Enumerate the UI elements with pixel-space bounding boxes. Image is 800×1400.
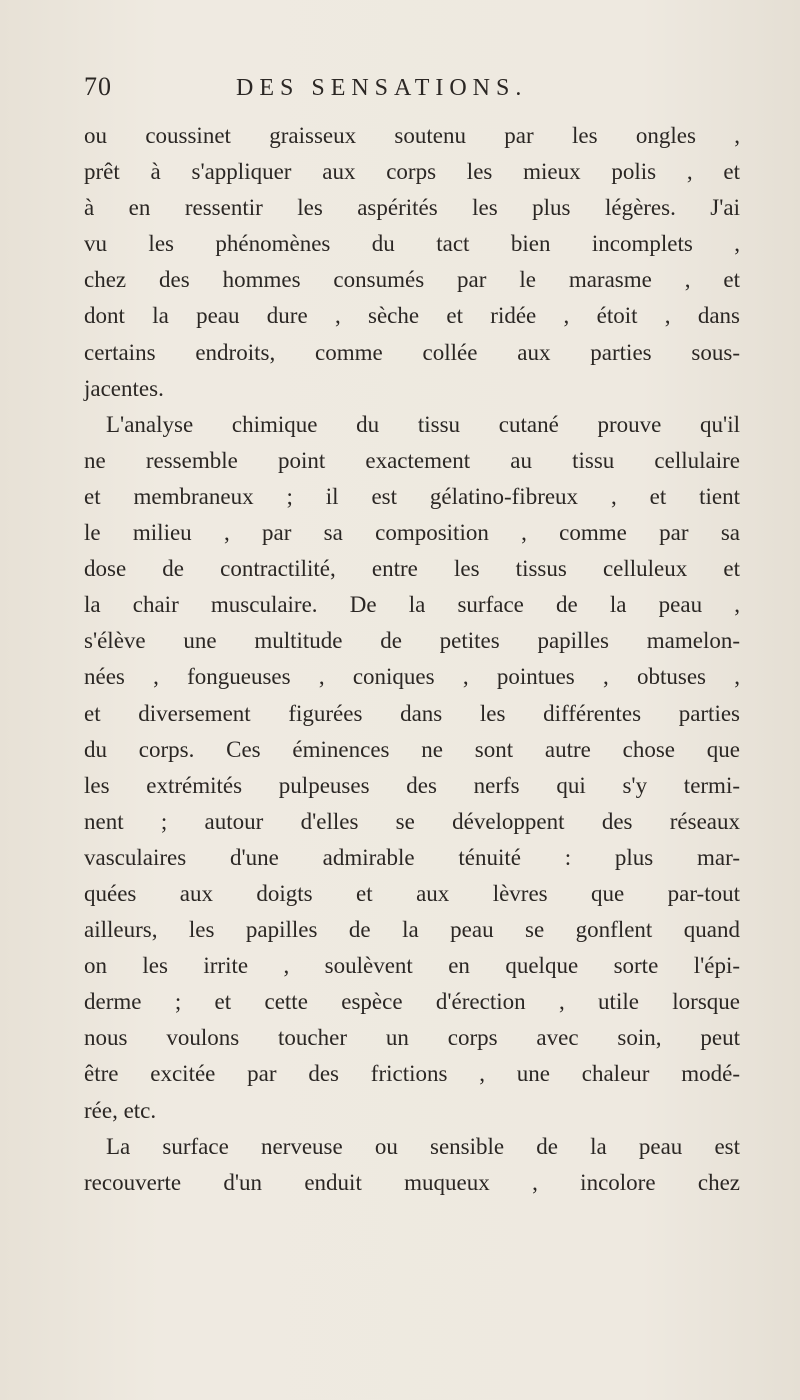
text-line: derme ; et cette espèce d'érection , utile lorsque [84,989,740,1015]
running-title: DES SENSATIONS. [236,75,528,101]
text-line: la chair musculaire. De la surface de la peau , [84,592,740,618]
text-line: le milieu , par sa composition , comme par sa [84,520,740,546]
text-line: prêt à s'appliquer aux corps les mieux polis , et [84,159,740,185]
text-line: et membraneux ; il est gélatino-fibreux , et tient [84,483,740,509]
text-line: s'élève une multitude de petites papilles mamelon- [84,628,740,654]
text-line: jacentes. [84,375,164,401]
text-line: dose de contractilité, entre les tissus celluleux et [84,556,740,582]
text-line: quées aux doigts et aux lèvres que par-tout [84,880,740,906]
text-line: nent ; autour d'elles se développent des réseaux [84,808,740,834]
text-line: être excitée par des frictions , une chaleur modé- [84,1061,740,1087]
text-line: L'analyse chimique du tissu cutané prouve qu'il [106,411,740,437]
text-line: La surface nerveuse ou sensible de la peau est [106,1133,740,1159]
text-line: à en ressentir les aspérités les plus légères. J'ai [84,195,740,221]
text-line: ne ressemble point exactement au tissu cellulaire [84,447,740,473]
page-number: 70 [84,72,112,101]
body-text [84,118,740,1201]
text-line: certains endroits, comme collée aux parties sous- [84,339,740,365]
text-line: nées , fongueuses , coniques , pointues , obtuses , [84,664,740,690]
text-line: les extrémités pulpeuses des nerfs qui s'y termi- [84,772,740,798]
page-header [84,72,644,112]
text-line: vu les phénomènes du tact bien incomplets , [84,231,740,257]
text-line: ou coussinet graisseux soutenu par les ongles , [84,123,740,148]
text-line: ailleurs, les papilles de la peau se gonflent quand [84,917,740,943]
text-line: chez des hommes consumés par le marasme , et [84,267,740,293]
text-line: et diversement figurées dans les différentes parties [84,700,740,726]
text-line: on les irrite , soulèvent en quelque sorte l'épi- [84,953,740,979]
text-line: recouverte d'un enduit muqueux , incolore chez [84,1169,740,1195]
text-line: vasculaires d'une admirable ténuité : plus mar- [84,844,740,870]
text-line: du corps. Ces éminences ne sont autre chose que [84,736,740,762]
text-line: dont la peau dure , sèche et ridée , étoit , dans [84,303,740,329]
text-line: nous voulons toucher un corps avec soin, peut [84,1025,740,1051]
text-line: rée, etc. [84,1097,157,1123]
